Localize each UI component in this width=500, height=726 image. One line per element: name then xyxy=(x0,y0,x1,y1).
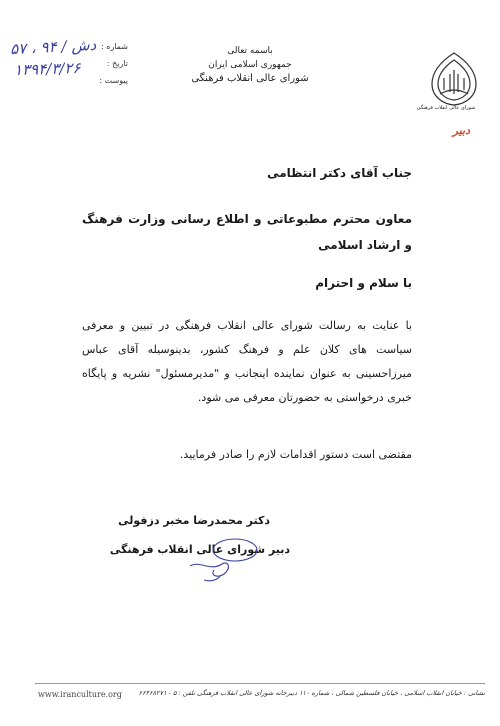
office-label: دبیر xyxy=(452,124,470,137)
footer-divider xyxy=(35,683,485,684)
date-label: تاریخ : xyxy=(106,59,128,68)
council-emblem-icon xyxy=(426,50,482,108)
signatory-name: دکتر محمدرضا مخبر دزفولی xyxy=(118,514,270,527)
emblem-caption: شورای عالی انقلاب فرهنگی xyxy=(416,105,476,111)
handwritten-signature xyxy=(180,536,260,586)
addressee-position: معاون محترم مطبوعاتی و اطلاع رسانی وزارت فرهنگ و ارشاد اسلامی xyxy=(82,212,412,252)
number-label: شماره : xyxy=(100,42,128,51)
letter-closing: مقتضی است دستور اقدامات لازم را صادر فرمایید. xyxy=(179,448,412,461)
country-name: جمهوری اسلامی ایران xyxy=(208,60,292,70)
attachment-label: پیوست : xyxy=(99,76,128,85)
letterhead-heading xyxy=(190,44,310,86)
letter-body: با عنایت به رسالت شورای عالی انقلاب فرهنگی در تبیین و معرفی سیاست های کلان علم و فرهنگ کشور، بدینوسیله آقای عباس میرزاحسینی به عنوان نماینده اینجانب و "مدیرمسئول" نشریه و پایگاه خبری درخواستی به حضورتان معرفی می شود. xyxy=(82,319,412,404)
addressee: جناب آقای دکتر انتظامی xyxy=(267,166,412,180)
footer-address: نشانی : خیابان انقلاب اسلامی ، خیابان فلسطین شمالی ، شماره ۱۱۰ دبیرخانه شورای عالی انقلاب فرهنگی تلفن : ۵ - ۶۶۴۶۸۲۷۱ xyxy=(138,689,485,697)
handwritten-date: ۱۳۹۴/۳/۲۶ xyxy=(13,58,81,80)
signatory-title: دبیر شورای عالی انقلاب فرهنگی xyxy=(109,543,290,556)
handwritten-number: ۵۷ ، ۹۴ / دش xyxy=(9,35,97,59)
greeting: با سلام و احترام xyxy=(315,276,412,290)
council-name: شورای عالی انقلاب فرهنگی xyxy=(191,73,309,84)
invocation: باسمه تعالی xyxy=(227,46,273,56)
footer-website: www.iranculture.org xyxy=(38,690,122,699)
